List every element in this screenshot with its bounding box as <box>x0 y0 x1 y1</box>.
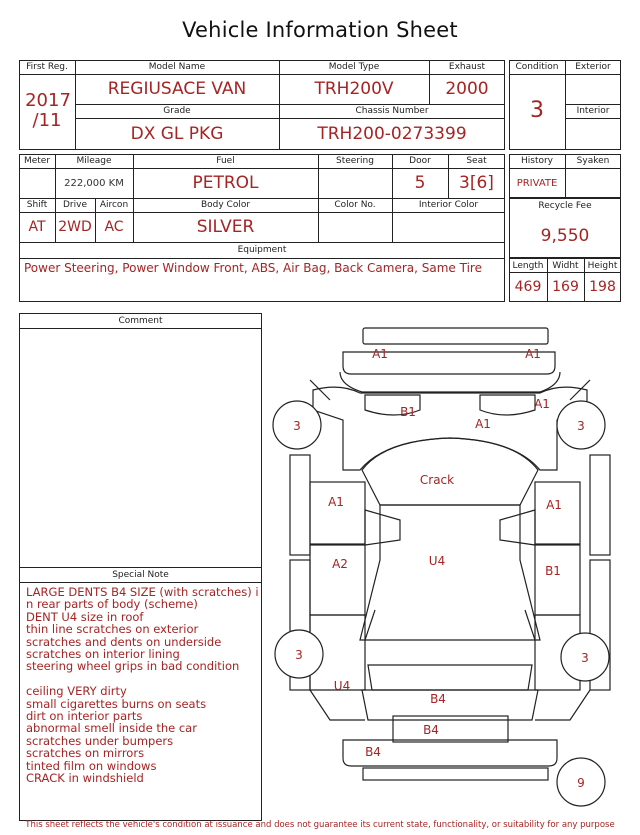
label-syaken: Syaken <box>576 156 610 166</box>
label-body-color: Body Color <box>200 200 251 210</box>
label-shift: Shift <box>26 200 48 210</box>
label-drive: Drive <box>63 200 87 210</box>
mark-tire-fr: 3 <box>577 419 585 433</box>
car-outline <box>290 328 610 780</box>
note-line: scratches on mirrors <box>26 746 145 761</box>
mark-rear-door: B4 <box>423 723 439 737</box>
mark-right-front-door: A1 <box>546 498 562 512</box>
label-comment: Comment <box>118 316 163 326</box>
label-recycle-fee: Recycle Fee <box>538 201 592 211</box>
label-grade: Grade <box>163 106 191 116</box>
body-color-value: SILVER <box>196 217 255 237</box>
first-reg-year: 2017 <box>25 90 71 111</box>
width-value: 169 <box>552 279 579 295</box>
mark-rear-upper: B4 <box>430 692 446 706</box>
mark-right-slide-door: B1 <box>545 564 561 578</box>
note-line: small cigarettes burns on seats <box>26 696 207 711</box>
label-width: Widht <box>552 261 579 271</box>
label-model-name: Model Name <box>148 62 206 72</box>
height-value: 198 <box>589 279 616 295</box>
label-aircon: Aircon <box>99 200 129 210</box>
note-line: scratches under bumpers <box>26 733 174 748</box>
length-value: 469 <box>514 279 542 295</box>
note-line: CRACK in windshield <box>26 771 144 786</box>
equipment-value: Power Steering, Power Window Front, ABS, Air Bag, Back Camera, Same Tire <box>24 261 482 275</box>
sheet-title: Vehicle Information Sheet <box>182 18 458 42</box>
mileage-value: 222,000 KM <box>64 178 124 189</box>
label-steering: Steering <box>336 156 374 166</box>
exhaust-value: 2000 <box>445 79 489 99</box>
aircon-value: AC <box>104 219 124 235</box>
mark-left-front-door: A1 <box>328 495 344 509</box>
door-value: 5 <box>414 173 426 193</box>
chassis-number-value: TRH200-0273399 <box>317 124 467 144</box>
mark-tire-rr: 3 <box>581 651 589 665</box>
note-line: dirt on interior parts <box>26 709 143 724</box>
first-reg-month: /11 <box>32 110 62 131</box>
fuel-value: PETROL <box>192 173 259 193</box>
mark-front-right-bumper: A1 <box>525 347 541 361</box>
disclaimer-footer: This sheet reflects the vehicle's condition at issuance and does not guarantee its current state, functionality, or suitability for any purpose <box>25 820 615 830</box>
label-interior: Interior <box>576 106 610 116</box>
label-first-reg: First Reg. <box>26 62 68 72</box>
note-line: scratches on interior lining <box>26 647 180 662</box>
tires <box>273 401 609 806</box>
mark-tire-fl: 3 <box>293 419 301 433</box>
mark-tire-rl: 3 <box>295 648 303 662</box>
condition-value: 3 <box>530 98 544 123</box>
damage-marks <box>293 347 589 790</box>
shift-value: AT <box>28 219 46 235</box>
seat-value: 3[6] <box>459 173 494 193</box>
grade-value: DX GL PKG <box>130 124 224 144</box>
mark-right-front-corner: A1 <box>534 397 550 411</box>
label-door: Door <box>409 156 431 166</box>
mark-left-rear: U4 <box>333 679 351 693</box>
label-seat: Seat <box>466 156 487 166</box>
label-history: History <box>520 156 554 166</box>
label-special-note: Special Note <box>112 570 169 580</box>
label-fuel: Fuel <box>216 156 235 166</box>
label-condition: Condition <box>515 62 559 72</box>
note-line: LARGE DENTS B4 SIZE (with scratches) i <box>26 585 259 599</box>
label-interior-color: Interior Color <box>418 200 479 210</box>
label-exhaust: Exhaust <box>448 62 486 72</box>
label-meter: Meter <box>23 156 51 166</box>
note-line: thin line scratches on exterior <box>26 622 199 637</box>
mark-hood: B1 <box>400 405 416 419</box>
label-model-type: Model Type <box>328 62 380 72</box>
drive-value: 2WD <box>58 219 92 235</box>
label-exterior: Exterior <box>575 62 611 72</box>
special-notes-list <box>26 586 262 785</box>
mark-windshield-area: A1 <box>475 417 491 431</box>
note-line: DENT U4 size in roof <box>26 609 144 624</box>
note-line: steering wheel grips in bad condition <box>26 659 240 674</box>
note-line: scratches and dents on underside <box>26 634 222 649</box>
mark-rear-bumper: B4 <box>365 745 381 759</box>
note-line: abnormal smell inside the car <box>26 721 197 736</box>
mark-spare: 9 <box>577 776 585 790</box>
label-chassis-number: Chassis Number <box>355 106 429 116</box>
label-mileage: Mileage <box>76 156 112 166</box>
mark-windshield: Crack <box>419 473 455 487</box>
recycle-fee-value: 9,550 <box>540 226 590 246</box>
note-line: tinted film on windows <box>26 758 157 773</box>
mark-roof: U4 <box>428 554 446 568</box>
label-height: Height <box>587 261 618 271</box>
label-color-no: Color No. <box>334 200 376 210</box>
model-type-value: TRH200V <box>314 79 394 99</box>
mark-front-left-bumper: A1 <box>372 347 388 361</box>
label-length: Length <box>512 261 544 271</box>
note-line: ceiling VERY dirty <box>26 684 127 699</box>
note-line: n rear parts of body (scheme) <box>26 597 198 612</box>
history-value: PRIVATE <box>516 178 558 189</box>
car-damage-diagram <box>270 320 630 820</box>
label-equipment: Equipment <box>237 245 287 255</box>
model-name-value: REGIUSACE VAN <box>107 79 247 99</box>
mark-left-slide-door: A2 <box>332 557 348 571</box>
